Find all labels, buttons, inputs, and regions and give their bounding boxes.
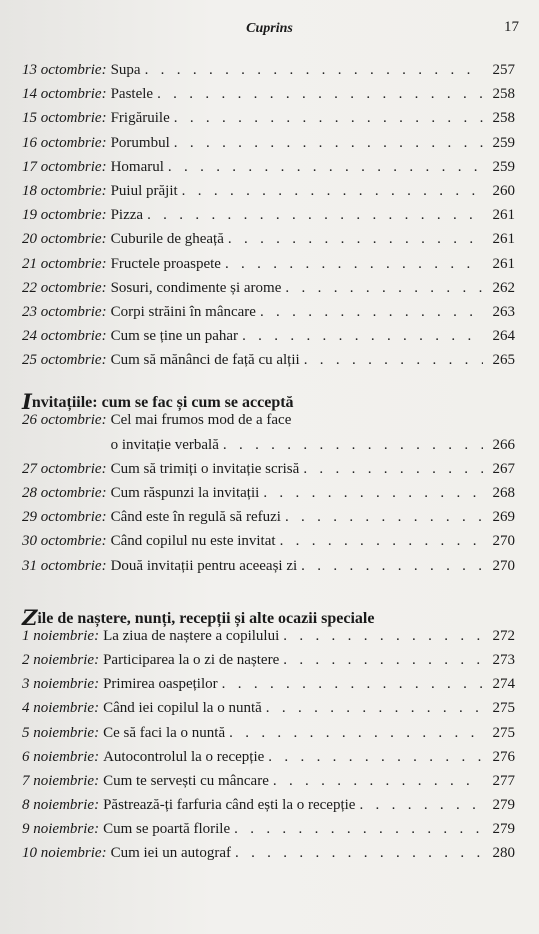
section-heading-initial: Z [22,604,38,630]
entry-date: 6 noiembrie: [22,748,100,765]
toc-entry[interactable] [22,773,515,797]
entry-page-number: 259 [492,134,515,151]
dot-leader [182,183,483,200]
entry-title: Două invitații pentru aceeași zi [110,557,298,574]
dot-leader [283,628,483,645]
entry-title: Când este în regulă să refuzi [110,509,281,526]
toc-entry[interactable] [22,461,515,485]
toc-entry[interactable] [22,821,515,845]
section-heading-initial: I [22,389,32,415]
dot-leader [234,821,483,838]
toc-entry[interactable] [22,628,515,652]
toc-entry[interactable] [22,749,515,773]
entry-title: Pastele [110,86,154,103]
toc-entry[interactable] [22,135,515,159]
entry-date: 17 octombrie: [22,158,107,175]
section-heading [22,600,515,628]
entry-title: Cum iei un autograf [110,845,231,862]
toc-entry[interactable] [22,280,515,304]
entry-date: 23 octombrie: [22,303,107,320]
entry-page-number: 261 [492,207,515,224]
entry-date: 5 noiembrie: [22,724,100,741]
entry-date: 3 noiembrie: [22,676,100,693]
entry-title: Cum se ține un pahar [110,328,239,345]
entry-page-number: 269 [492,509,515,526]
entry-date: 27 octombrie: [22,460,107,477]
toc-entry[interactable] [22,509,515,533]
entry-date: 9 noiembrie: [22,821,100,838]
entry-date: 28 octombrie: [22,485,107,501]
running-header-title: Cuprins [246,21,293,36]
entry-date: 22 octombrie: [22,279,107,296]
entry-title: Supa [110,62,141,78]
entry-title: Păstrează-ți farfuria când ești la o recepție [103,797,356,814]
entry-date: 29 octombrie: [22,509,107,526]
dot-leader [174,110,483,127]
entry-title: Corpi străini în mâncare [110,303,256,320]
dot-leader [147,207,483,224]
entry-date: 14 octombrie: [22,86,107,103]
dot-leader [268,749,483,766]
entry-title: Când copilul nu este invitat [110,533,276,550]
page-number: 17 [504,19,519,35]
entry-page-number: 277 [492,772,515,789]
entry-date: 31 octombrie: [22,557,107,574]
entry-title: Porumbul [110,134,170,151]
toc-entry[interactable] [22,558,515,582]
entry-page-number: 276 [492,748,515,765]
entry-title: Fructele proaspete [110,255,221,272]
dot-leader [229,725,483,742]
entry-title: Autocontrolul la o recepție [103,748,265,765]
dot-leader [266,700,483,717]
dot-leader [263,485,483,502]
section-heading-text: ile de naștere, nunți, recepții și alte ocazii speciale [37,609,375,627]
toc-entry[interactable] [22,207,515,231]
dot-leader [303,461,483,478]
entry-date: 21 octombrie: [22,255,107,272]
entry-page-number: 270 [492,533,515,550]
toc-entry[interactable] [22,652,515,676]
entry-title: Sosuri, condimente și arome [110,279,282,296]
entry-page-number: 264 [492,328,515,345]
entry-page-number: 266 [492,436,515,453]
entry-date: 19 octombrie: [22,207,107,224]
entry-page-number: 257 [492,62,515,78]
entry-date: 1 noiembrie: [22,627,100,644]
entry-title: Puiul prăjit [110,182,178,199]
entry-date: 13 octombrie: [22,62,107,78]
entry-page-number: 263 [492,303,515,320]
section-heading-text: nvitațiile: cum se fac și cum se acceptă [31,394,294,412]
entry-page-number: 272 [492,627,515,644]
entry-title: Cum se poartă florile [103,821,231,838]
toc-entry[interactable] [22,110,515,134]
entry-title: Frigăruile [110,110,170,127]
toc-entry[interactable] [22,159,515,183]
toc-entry[interactable] [22,352,515,376]
table-of-contents [22,62,515,870]
toc-entry[interactable] [22,437,515,461]
entry-page-number: 258 [492,110,515,127]
entry-title: Primirea oaspeților [103,676,218,693]
toc-entry[interactable] [22,412,515,436]
dot-leader [157,86,483,103]
entry-title: Când iei copilul la o nuntă [103,700,262,717]
dot-leader [228,231,483,248]
dot-leader [280,533,483,550]
entry-page-number: 265 [492,352,515,369]
entry-page-number: 270 [492,557,515,574]
entry-date: 25 octombrie: [22,352,107,369]
dot-leader [304,352,483,369]
entry-page-number: 279 [492,821,515,838]
dot-leader [301,558,483,575]
dot-leader [223,437,483,454]
entry-title: Participarea la o zi de naștere [103,651,280,668]
entry-page-number: 258 [492,86,515,103]
entry-title: Cum te servești cu mâncare [103,772,269,789]
toc-entry[interactable] [22,231,515,255]
entry-page-number: 259 [492,158,515,175]
entry-date: 4 noiembrie: [22,700,100,717]
dot-leader [260,304,483,321]
entry-title: La ziua de naștere a copilului [103,627,280,644]
entry-date: 15 octombrie: [22,110,107,127]
entry-page-number: 274 [492,676,515,693]
dot-leader [235,845,483,862]
entry-page-number: 261 [492,231,515,248]
entry-title: Pizza [110,207,144,224]
dot-leader [174,135,483,152]
entry-page-number: 280 [492,845,515,862]
entry-page-number: 279 [492,797,515,814]
dot-leader [283,652,483,669]
entry-page-number: 262 [492,279,515,296]
entry-date: 7 noiembrie: [22,772,100,789]
toc-entry[interactable] [22,86,515,110]
section-spacer [22,582,515,600]
entry-title: Cuburile de gheață [110,231,224,248]
toc-entry[interactable] [22,328,515,352]
entry-page-number: 275 [492,700,515,717]
toc-entry[interactable] [22,797,515,821]
entry-title: Ce să faci la o nuntă [103,724,226,741]
dot-leader [145,62,483,79]
dot-leader [285,280,483,297]
toc-entry[interactable] [22,533,515,557]
entry-page-number: 260 [492,182,515,199]
entry-date: 16 octombrie: [22,134,107,151]
entry-page-number: 267 [492,460,515,477]
entry-date: 30 octombrie: [22,533,107,550]
dot-leader [222,676,483,693]
section-heading [22,384,515,415]
entry-title: Cum să mănânci de față cu alții [110,352,300,369]
dot-leader [242,328,483,345]
toc-entry[interactable] [22,845,515,869]
dot-leader [285,509,483,526]
toc-entry[interactable] [22,62,515,86]
entry-title: o invitație verbală [110,436,219,453]
entry-title: Cel mai frumos mod de a face [110,412,292,429]
entry-page-number: 275 [492,724,515,741]
toc-entry[interactable] [22,304,515,328]
toc-entry[interactable] [22,485,515,509]
entry-date: 8 noiembrie: [22,797,100,814]
dot-leader [273,773,483,790]
entry-date: 2 noiembrie: [22,651,100,668]
toc-entry[interactable] [22,725,515,749]
entry-page-number: 268 [492,485,515,501]
entry-page-number: 273 [492,651,515,668]
toc-entry[interactable] [22,676,515,700]
dot-leader [168,159,483,176]
entry-title: Cum să trimiți o invitație scrisă [110,460,300,477]
toc-entry[interactable] [22,700,515,724]
dot-leader [359,797,483,814]
entry-date: 10 noiembrie: [22,845,107,862]
entry-page-number: 261 [492,255,515,272]
entry-date: 20 octombrie: [22,231,107,248]
entry-title: Cum răspunzi la invitații [110,485,260,501]
entry-title: Homarul [110,158,164,175]
entry-date: 18 octombrie: [22,182,107,199]
section-spacer [22,376,515,384]
dot-leader [225,256,483,273]
entry-date: 24 octombrie: [22,328,107,345]
entry-date: 26 octombrie: [22,412,107,429]
toc-entry[interactable] [22,256,515,280]
toc-entry[interactable] [22,183,515,207]
